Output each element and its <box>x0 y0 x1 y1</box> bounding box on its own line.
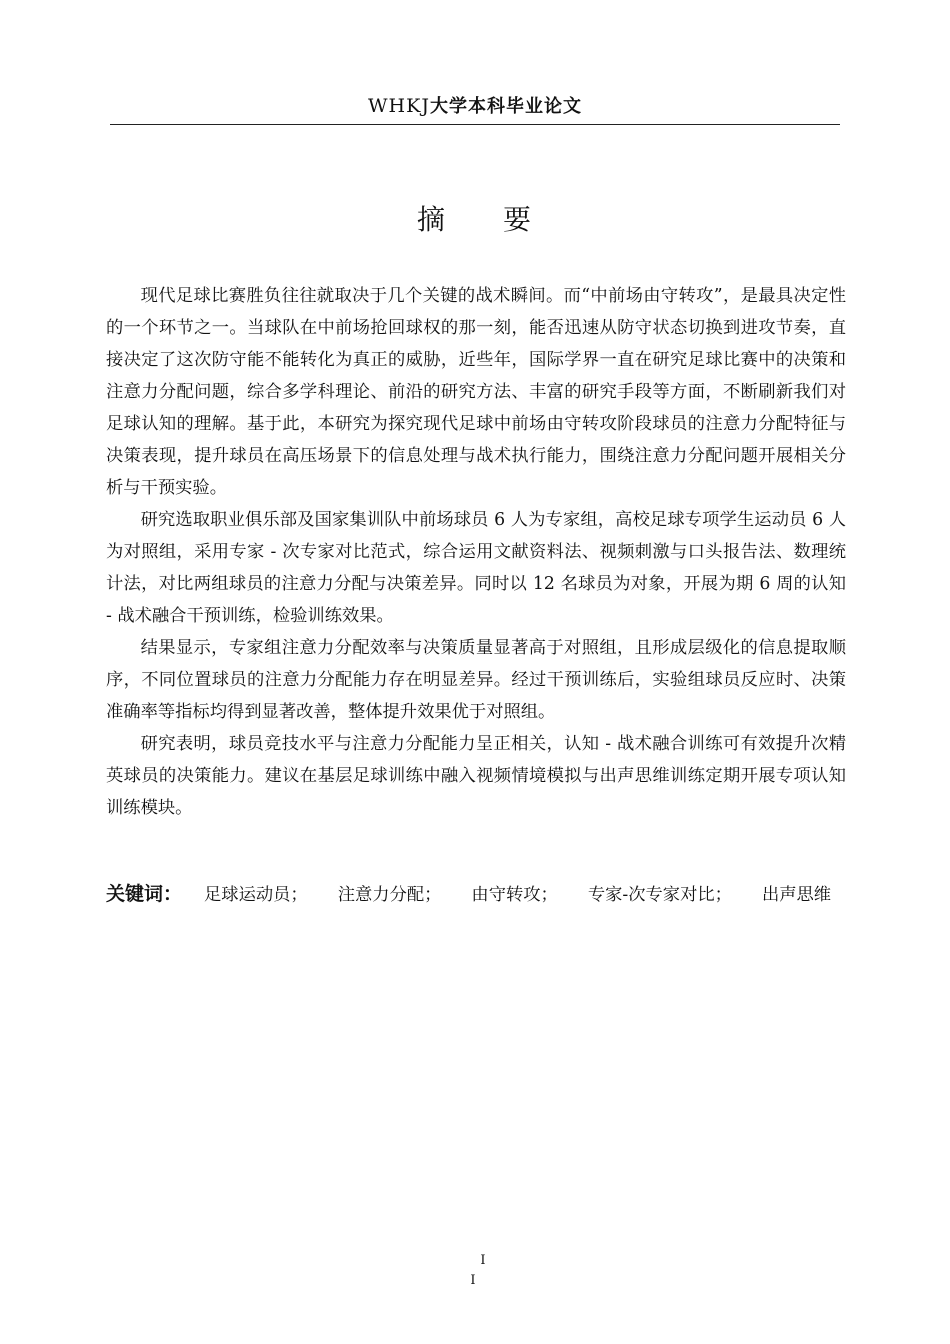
keyword-item: 专家-次专家对比； <box>587 885 732 905</box>
abstract-paragraph: 现代足球比赛胜负往往就取决于几个关键的战术瞬间。而“中前场由守转攻”，是最具决定性的一个环节之一。当球队在中前场抢回球权的那一刻，能否迅速从防守状态切换到进攻节奏，直接决定了这次防守能不能转化为真正的威胁，近些年，国际学界一直在研究足球比赛中的决策和注意力分配问题，综合多学科理论、前沿的研究方法、丰富的研究手段等方面，不断刷新我们对足球认知的理解。基于此，本研究为探究现代足球中前场由守转攻阶段球员的注意力分配特征与决策表现，提升球员在高压场景下的信息处理与战术执行能力，围绕注意力分配问题开展相关分析与干预实验。 <box>106 286 846 498</box>
title-char-1: 摘 <box>416 203 447 236</box>
abstract-paragraph: 研究选取职业俱乐部及国家集训队中前场球员 6 人为专家组，高校足球专项学生运动员 6 人为对照组，采用专家 - 次专家对比范式，综合运用文献资料法、视频刺激与口头报告法、数理统计法，对比两组球员的注意力分配与决策差异。同时以 12 名球员为对象，开展为期 6 周的认知 - 战术融合干预训练，检验训练效果。 <box>106 510 846 626</box>
keywords-section <box>106 878 846 911</box>
title-char-2: 要 <box>503 203 534 236</box>
keyword-item: 由守转攻； <box>471 885 558 905</box>
keywords-label: 关键词： <box>106 883 183 905</box>
abstract-paragraph: 结果显示，专家组注意力分配效率与决策质量显著高于对照组，且形成层级化的信息提取顺序，不同位置球员的注意力分配能力存在明显差异。经过干预训练后，实验组球员反应时、决策准确率等指标均得到显著改善，整体提升效果优于对照组。 <box>106 638 846 722</box>
keyword-item: 足球运动员； <box>204 885 308 905</box>
abstract-paragraph: 研究表明，球员竞技水平与注意力分配能力呈正相关，认知 - 战术融合训练可有效提升次精英球员的决策能力。建议在基层足球训练中融入视频情境模拟与出声思维训练定期开展专项认知训练模块。 <box>106 734 846 818</box>
header-prefix: WHKJ <box>368 95 430 117</box>
abstract-body <box>106 280 846 824</box>
page-title <box>110 200 840 240</box>
page-number: I <box>480 1253 486 1268</box>
page-number: I <box>470 1273 476 1288</box>
header-rule <box>110 124 840 125</box>
keyword-item: 出声思维 <box>761 885 832 905</box>
keyword-item: 注意力分配； <box>337 885 442 905</box>
running-header <box>110 94 840 119</box>
header-title: 大学本科毕业论文 <box>429 96 582 117</box>
